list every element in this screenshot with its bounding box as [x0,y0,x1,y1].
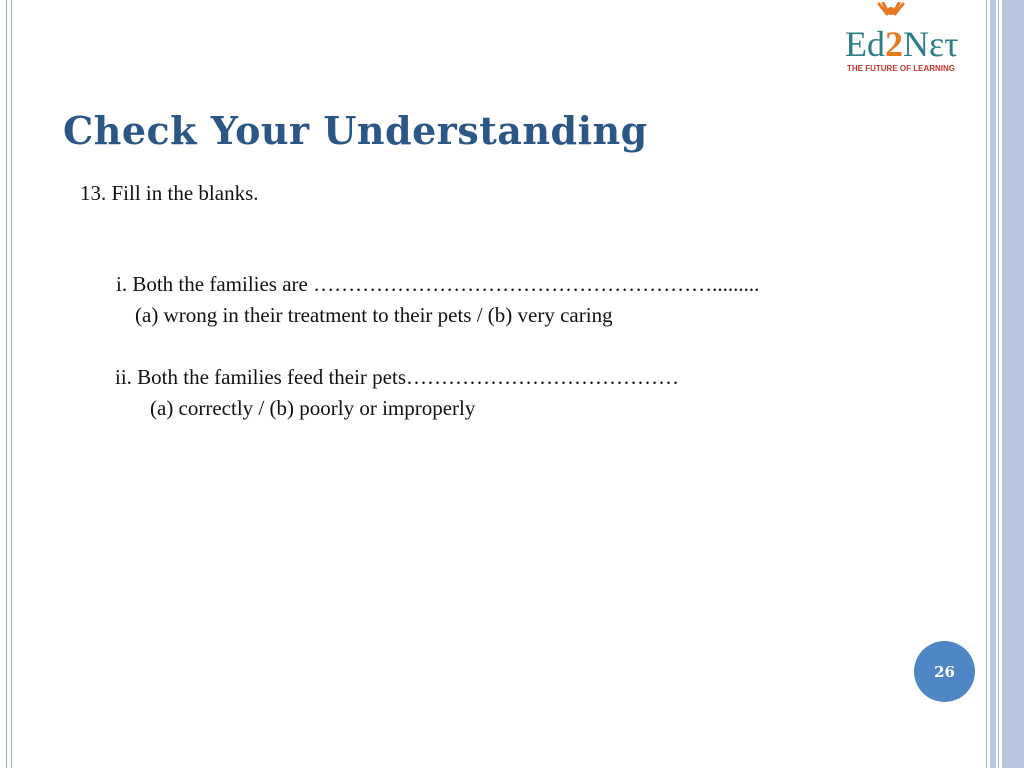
question-2-options: (a) correctly / (b) poorly or improperly [150,396,476,420]
question-2-text: ii. Both the families feed their pets………………………………… [115,365,680,389]
logo-suffix: Νετ [903,24,959,64]
right-border-line [1002,0,1024,768]
ed2net-logo [845,4,977,76]
page-number-badge [914,641,975,702]
slide-title: Check Your Understanding [63,108,648,153]
right-border-line [986,0,987,768]
right-border-line [998,0,999,768]
logo-prefix: Ed [845,24,885,64]
question-1-options: (a) wrong in their treatment to their pets / (b) very caring [135,303,613,327]
left-border-decoration [6,0,12,768]
logo-wordmark [845,26,959,62]
page-number: 26 [934,662,955,681]
right-border-decoration [986,0,1024,768]
question-intro: 13. Fill in the blanks. [80,181,259,205]
question-1-text: i. Both the families are …………………………………………………......... [116,272,760,296]
right-border-line [990,0,996,768]
logo-tagline: THE FUTURE OF LEARNING [847,64,955,73]
logo-two: 2 [885,24,903,64]
